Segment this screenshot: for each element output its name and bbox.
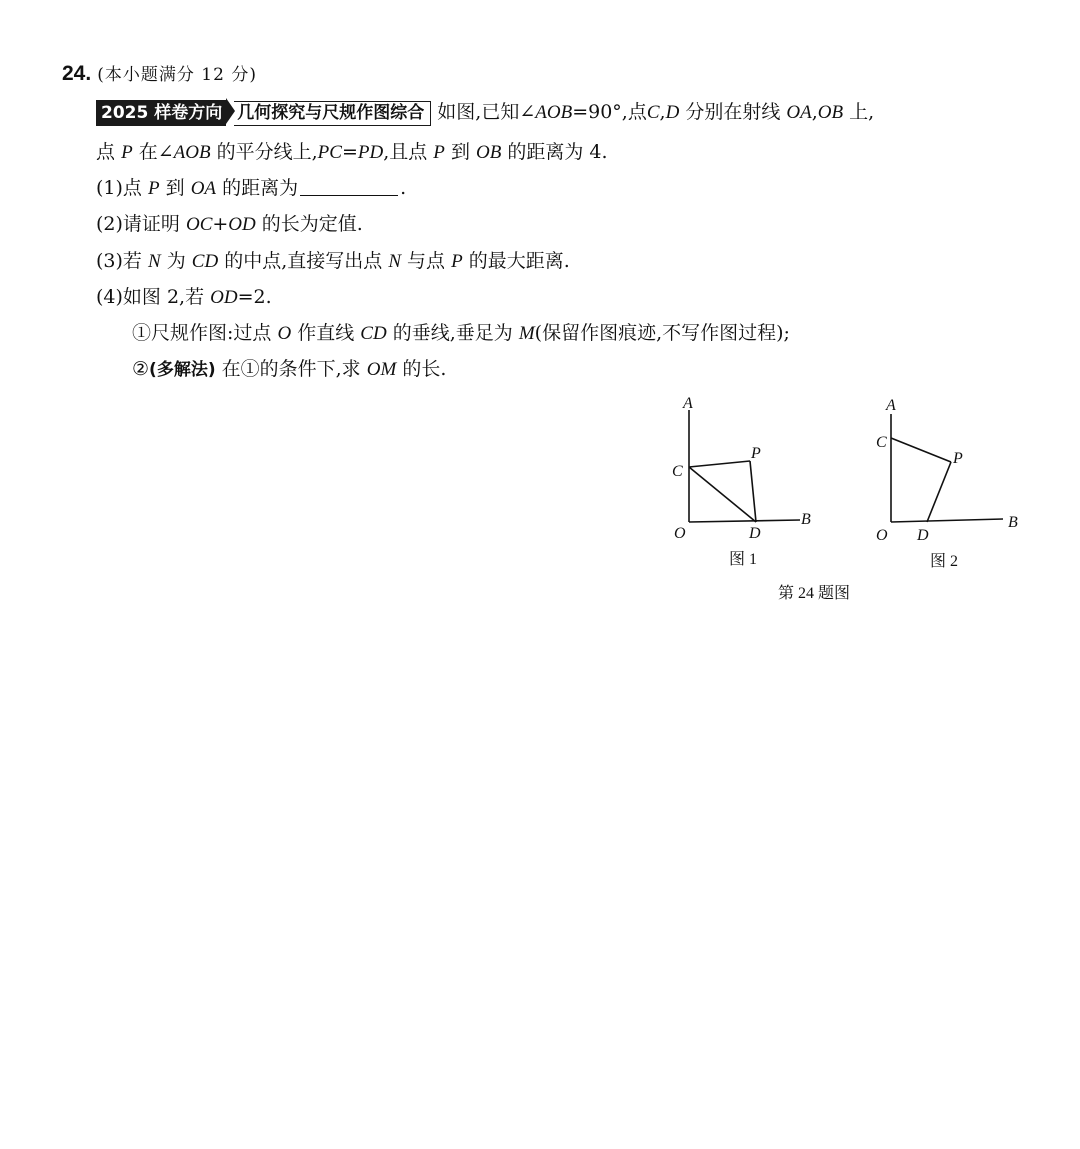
- stem-text: =90°,点: [572, 101, 647, 123]
- ray-name: OB: [817, 102, 844, 123]
- part-text: ②: [132, 358, 150, 380]
- figure-1: [689, 410, 800, 522]
- part-text: 为: [166, 250, 186, 272]
- ray-name: OB: [476, 142, 502, 163]
- segment-cp: [891, 438, 951, 462]
- part-text: 与点: [407, 250, 446, 272]
- part-text: (1)点: [96, 177, 142, 199]
- question-header: [62, 60, 257, 89]
- stem-text: 在∠: [138, 141, 174, 163]
- part-text: 的最大距离.: [468, 250, 570, 272]
- multi-solution-tag: (多解法): [149, 360, 216, 380]
- part-text: 的垂线,垂足为: [392, 322, 513, 344]
- stem-text: 上,: [849, 101, 875, 123]
- part-1: [96, 174, 406, 203]
- fig2-label-a: A: [886, 397, 896, 414]
- point-label: C: [646, 102, 660, 123]
- fig2-caption: 图 2: [930, 553, 959, 570]
- tag-topic: 几何探究与尺规作图综合: [234, 101, 431, 126]
- stem-line-1: [96, 98, 874, 127]
- part-4-sub-1: [132, 319, 790, 348]
- fig1-label-d: D: [749, 525, 761, 542]
- fig1-label-a: A: [683, 395, 693, 412]
- part-text: 的长.: [402, 358, 447, 380]
- part-4: [96, 283, 272, 312]
- point-label: N: [388, 251, 401, 272]
- part-text: 作直线: [297, 322, 355, 344]
- point-label: P: [121, 142, 133, 163]
- stem-text: 到: [450, 141, 470, 163]
- stem-text: 分别在射线: [685, 101, 781, 123]
- fig2-label-c: C: [876, 434, 887, 451]
- stem-text: ,: [811, 101, 818, 123]
- segment-name: CD: [360, 323, 387, 344]
- point-label: P: [147, 178, 160, 199]
- angle-name: AOB: [535, 102, 573, 123]
- part-text: (保留作图痕迹,不写作图过程);: [534, 322, 790, 344]
- part-text: 的中点,直接写出点: [224, 250, 383, 272]
- point-label: D: [665, 102, 680, 123]
- part-3: [96, 247, 570, 276]
- stem-line-2: [96, 138, 608, 167]
- segment-name: OC: [185, 214, 213, 235]
- segment-name: PD: [357, 142, 384, 163]
- point-label: M: [518, 323, 535, 344]
- stem-text: ,: [659, 101, 666, 123]
- segment-pd: [927, 462, 951, 522]
- part-text: (2)请证明: [96, 213, 180, 235]
- ray-name: OA: [786, 102, 812, 123]
- part-text: (3)若: [96, 250, 142, 272]
- segment-name: PC: [317, 142, 342, 163]
- part-text: 的距离为: [222, 177, 299, 199]
- tag-year: 2025 样卷方向: [96, 100, 226, 126]
- part-text: (4)如图 2,若: [96, 286, 205, 308]
- part-text: 到: [165, 177, 185, 199]
- part-4-sub-2: [132, 355, 446, 384]
- fig2-label-p: P: [953, 450, 963, 467]
- part-text: 在①的条件下,求: [221, 358, 361, 380]
- stem-text: 的距离为 4.: [507, 141, 608, 163]
- part-text: 的长为定值.: [261, 213, 363, 235]
- fig1-label-b: B: [801, 511, 811, 528]
- part-text: =2.: [237, 286, 272, 308]
- fig2-label-o: O: [876, 527, 888, 544]
- ray-ob: [891, 519, 1003, 522]
- points-note: (本小题满分 12 分): [97, 65, 257, 85]
- part-text: .: [400, 177, 407, 199]
- segment-name: CD: [191, 251, 219, 272]
- segment-cp: [689, 461, 750, 467]
- part-2: [96, 210, 363, 239]
- ray-name: OA: [190, 178, 217, 199]
- question-number: 24.: [62, 62, 92, 85]
- part-text: +: [212, 213, 229, 235]
- point-label: P: [433, 142, 445, 163]
- figure-2: [891, 414, 1003, 522]
- ray-ob: [689, 520, 800, 522]
- fig1-label-c: C: [672, 463, 683, 480]
- stem-text: 点: [96, 141, 116, 163]
- segment-name: OM: [366, 359, 397, 380]
- segment-cd: [689, 467, 756, 522]
- segment-name: OD: [210, 287, 238, 308]
- figure-group-caption: 第 24 题图: [778, 585, 851, 602]
- stem-text: 的平分线上,: [216, 141, 318, 163]
- point-label: P: [451, 251, 463, 272]
- part-text: ①尺规作图:过点: [132, 322, 272, 344]
- angle-name: AOB: [173, 142, 211, 163]
- segment-name: OD: [228, 214, 256, 235]
- fig1-caption: 图 1: [729, 551, 758, 568]
- point-label: O: [277, 323, 292, 344]
- stem-text: 如图,已知∠: [437, 101, 536, 123]
- point-label: N: [147, 251, 161, 272]
- answer-blank[interactable]: [300, 177, 398, 196]
- fig1-label-o: O: [674, 525, 686, 542]
- fig1-label-p: P: [751, 445, 761, 462]
- stem-text: ,且点: [383, 141, 428, 163]
- fig2-label-d: D: [917, 527, 929, 544]
- stem-text: =: [341, 141, 358, 163]
- fig2-label-b: B: [1008, 514, 1018, 531]
- segment-pd: [750, 461, 756, 522]
